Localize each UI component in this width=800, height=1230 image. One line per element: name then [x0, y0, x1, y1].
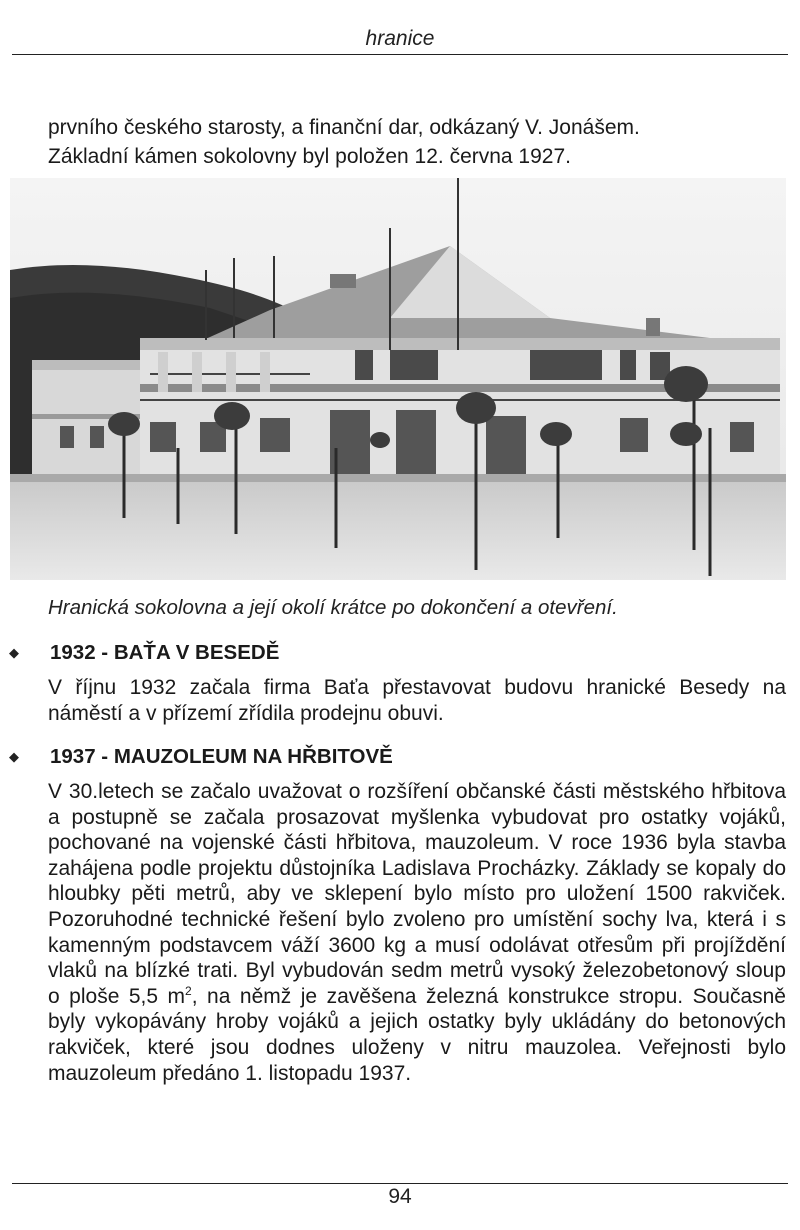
page-number: 94 [388, 1185, 412, 1208]
section-bata [9, 639, 786, 726]
body-text-part-1: V 30.letech se začalo uvažovat o rozšíření občanské části městského hřbitova a postupně se začala prosazovat myšlenka vybudovat pro ostatky vojáků, pochované na vojenské části hřbitova, mauzoleum. V roce 1936 byla stavba zahájena podle projektu důstojníka Ladislava Procházky. Základy se kopaly do hloubky pěti metrů, aby ve sklepení bylo místo pro uložení 1500 rakviček. Pozoruhodné technické řešení bylo zvoleno pro umístění sochy lva, která i s kamenným podstavcem váží 3600 kg a musí odolávat otřesům při projíždění vlaků na blízké trati. Byl vybudován sedm metrů vysoký železobetonový sloup o ploše 5,5 m [48, 780, 786, 1008]
section-title: 1932 - BAŤA V BESEDĚ [50, 641, 280, 664]
section-body [48, 779, 786, 1086]
body-text-part-2: , na němž je zavěšena železná konstrukce stropu. Současně byly vykopávány hroby vojáků a jejich ostatky byly ukládány do betonových rakviček, které jsou dodnes uloženy v nitru mauzolea. Veřejnosti bylo mauzoleum předáno 1. listopadu 1937. [48, 984, 786, 1085]
running-header: hranice [365, 27, 435, 50]
section-body: V říjnu 1932 začala firma Baťa přestavovat budovu hranické Besedy na náměstí a v přízemí zřídila prodejnu obuvi. [48, 676, 786, 725]
figure-caption: Hranická sokolovna a její okolí krátce po dokončení a otevření. [48, 596, 618, 619]
intro-line-2: Základní kámen sokolovny byl položen 12. června 1927. [48, 145, 571, 168]
sokolovna-photo [10, 178, 786, 580]
intro-paragraph [48, 113, 784, 171]
intro-line-1: prvního českého starosty, a finanční dar, odkázaný V. Jonášem. [48, 116, 640, 139]
section-mauzoleum [9, 743, 786, 1086]
header-rule [12, 54, 788, 55]
footer-rule [12, 1183, 788, 1184]
diamond-bullet-icon: ◆ [9, 749, 19, 764]
superscript-exponent: 2 [185, 983, 192, 998]
section-title: 1937 - MAUZOLEUM NA HŘBITOVĚ [50, 745, 393, 768]
diamond-bullet-icon: ◆ [9, 645, 19, 660]
